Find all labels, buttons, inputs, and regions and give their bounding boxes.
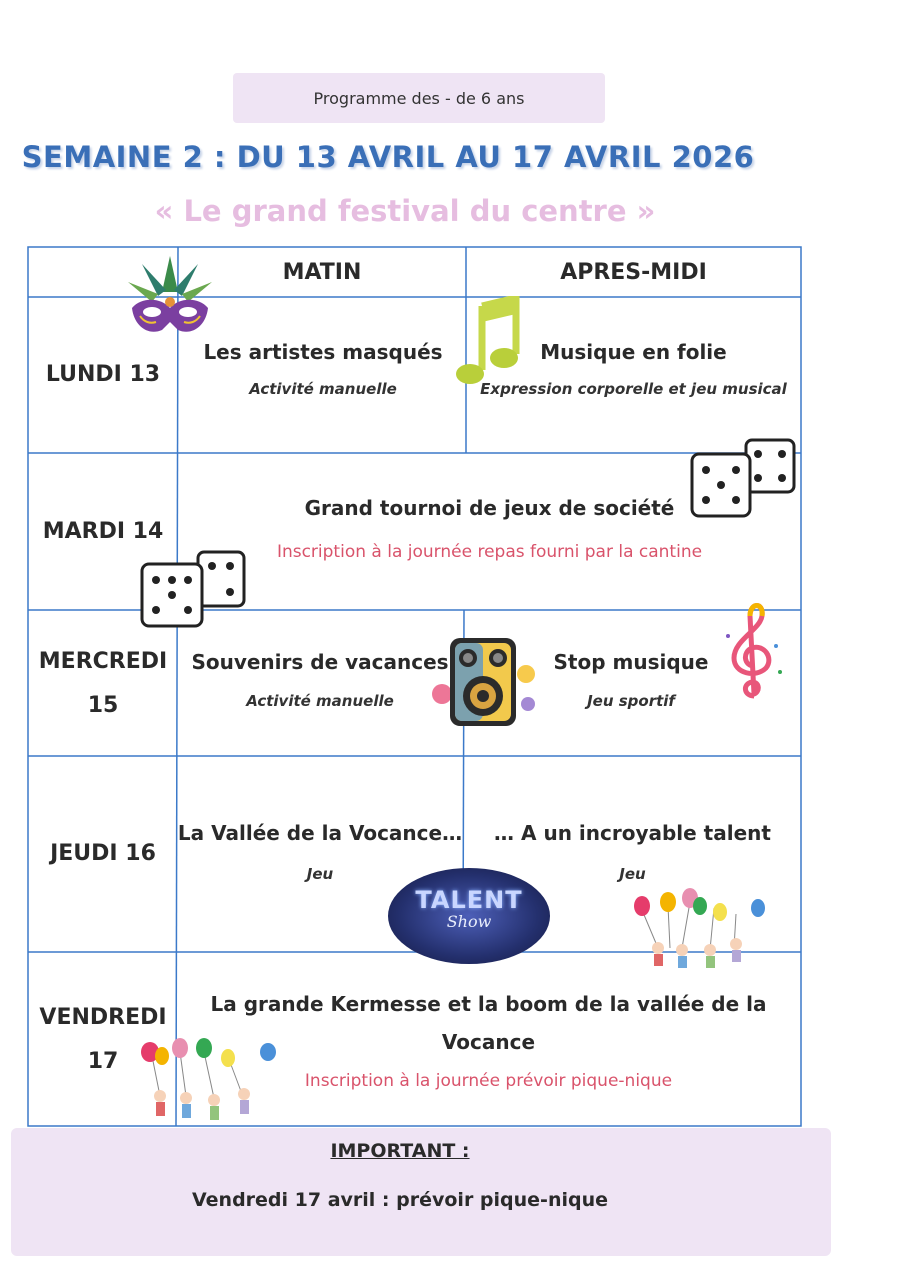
thursday-morning	[176, 821, 464, 883]
talent-logo-line1: TALENT	[415, 886, 523, 914]
activity-note: Inscription à la journée repas fourni par la cantine	[276, 542, 703, 562]
header-morning: MATIN	[282, 260, 362, 285]
header-afternoon: APRES-MIDI	[560, 260, 707, 285]
theme-title: « Le grand festival du centre »	[154, 194, 656, 228]
activity-subtitle: Expression corporelle et jeu musical	[480, 380, 787, 398]
talent-logo-line2: Show	[446, 912, 492, 931]
activity-subtitle: Activité manuelle	[249, 380, 397, 398]
activity-note: Inscription à la journée prévoir pique-nique	[304, 1071, 673, 1091]
program-banner	[233, 73, 605, 123]
activity-subtitle: Jeu	[619, 865, 646, 883]
activity-title: … A un incroyable talent	[494, 821, 771, 845]
wednesday-morning	[188, 650, 452, 710]
children-balloons-icon	[630, 888, 770, 976]
activity-subtitle: Jeu sportif	[587, 692, 675, 710]
activity-subtitle: Jeu	[306, 865, 334, 883]
monday-morning	[180, 340, 466, 398]
day-tuesday: MARDI 14	[42, 519, 164, 544]
week-title: SEMAINE 2 : DU 13 AVRIL AU 17 AVRIL 2026	[21, 140, 755, 174]
carnival-mask-icon	[122, 252, 218, 348]
day-number: 15	[87, 693, 119, 718]
speaker-icon	[428, 634, 538, 730]
activity-subtitle: Activité manuelle	[246, 692, 394, 710]
activity-title: Grand tournoi de jeux de société	[304, 496, 675, 520]
important-text: Vendredi 17 avril : prévoir pique-nique	[191, 1189, 608, 1211]
thursday-afternoon	[464, 821, 801, 883]
dice-icon	[688, 436, 800, 522]
day-thursday: JEUDI 16	[50, 841, 156, 866]
children-balloons-icon	[134, 1034, 284, 1126]
activity-title: Les artistes masqués	[203, 340, 443, 364]
activity-title: Musique en folie	[540, 340, 727, 364]
day-name: VENDREDI	[39, 1005, 167, 1030]
activity-title-line2: Vocance	[441, 1030, 536, 1054]
wednesday-afternoon	[520, 650, 742, 710]
day-monday: LUNDI 13	[45, 362, 161, 387]
activity-title: La grande Kermesse et la boom de la vallée de la	[210, 992, 767, 1016]
talent-show-logo	[388, 868, 550, 964]
day-number: 17	[87, 1049, 119, 1074]
day-wednesday	[28, 640, 178, 728]
day-name: MERCREDI	[38, 649, 168, 674]
dice-icon	[138, 548, 250, 630]
activity-title: Stop musique	[553, 650, 709, 674]
activity-title: La Vallée de la Vocance…	[177, 821, 463, 845]
music-note-icon	[454, 296, 526, 392]
treble-clef-icon	[720, 596, 786, 704]
important-title: IMPORTANT :	[330, 1140, 470, 1162]
program-label: Programme des - de 6 ans	[313, 89, 525, 108]
activity-title: Souvenirs de vacances	[191, 650, 449, 674]
